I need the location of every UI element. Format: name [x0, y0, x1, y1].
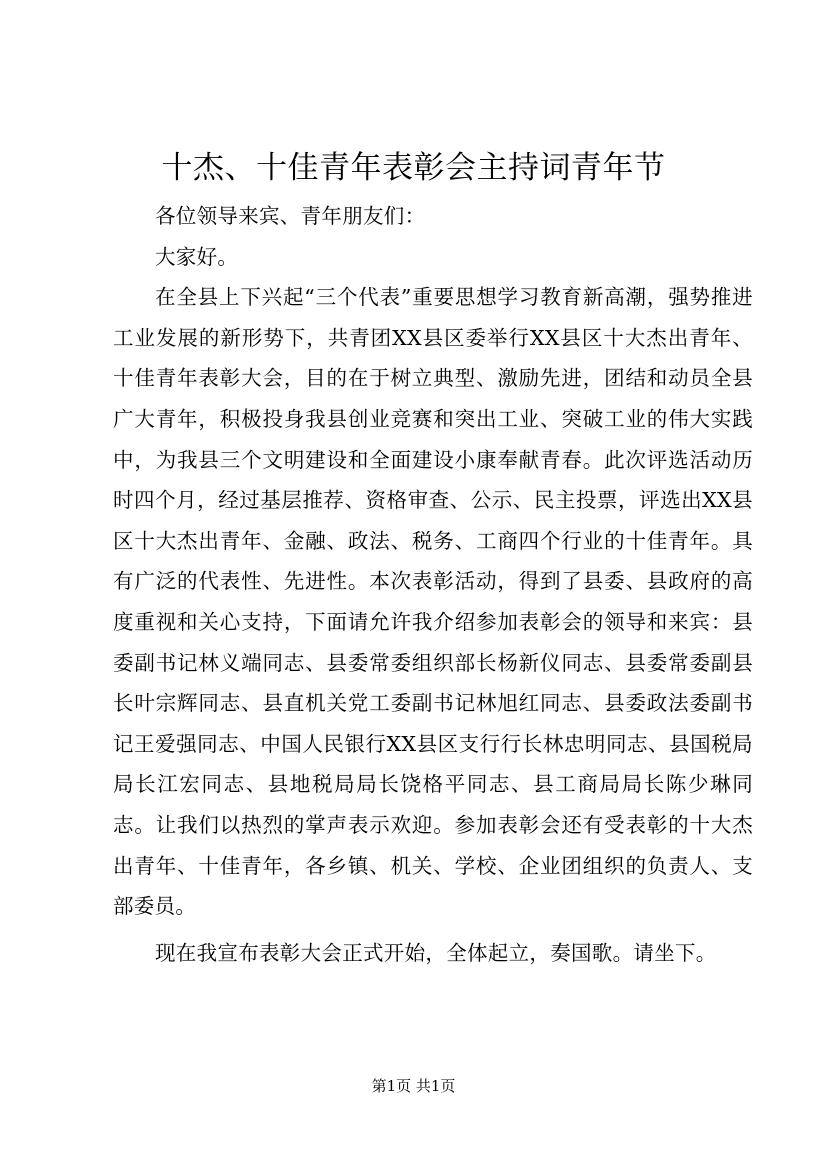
hello-paragraph: 大家好。	[155, 244, 239, 269]
main-paragraph: 在全县上下兴起“三个代表”重要思想学习教育新高潮，强势推进工业发展的新形势下，共青团XX县区委举行XX县区十大杰出青年、十佳青年表彰大会，目的在于树立典型、激励先进，团结和动员全县广大青年，积极投身我县创业竞赛和突出工业、突破工业的伟大实践中，为我县三个文明建设和全面建设小康奉献青春。此次评选活动历时四个月，经过基层推荐、资格审查、公示、民主投票，评选出XX县区十大杰出青年、金融、政法、税务、工商四个行业的十佳青年。具有广泛的代表性、先进性。本次表彰活动，得到了县委、县政府的高度重视和关心支持，下面请允许我介绍参加表彰会的领导和来宾：县委副书记林义端同志、县委常委组织部长杨新仪同志、县委常委副县长叶宗辉同志、县直机关党工委副书记林旭红同志、县委政法委副书记王爱强同志、中国人民银行XX县区支行行长林忠明同志、县国税局局长江宏同志、县地税局局长饶格平同志、县工商局局长陈少琳同志。让我们以热烈的掌声表示欢迎。参加表彰会还有受表彰的十大杰出青年、十佳青年，各乡镇、机关、学校、企业团组织的负责人、支部委员。	[113, 285, 753, 919]
page-footer: 第1页 共1页	[371, 1077, 456, 1095]
document-body	[113, 196, 753, 973]
document-title: 十杰、十佳青年表彰会主持词青年节	[161, 150, 666, 186]
closing-paragraph: 现在我宣布表彰大会正式开始，全体起立，奏国歌。请坐下。	[155, 940, 717, 965]
greeting-paragraph: 各位领导来宾、青年朋友们：	[155, 204, 426, 228]
